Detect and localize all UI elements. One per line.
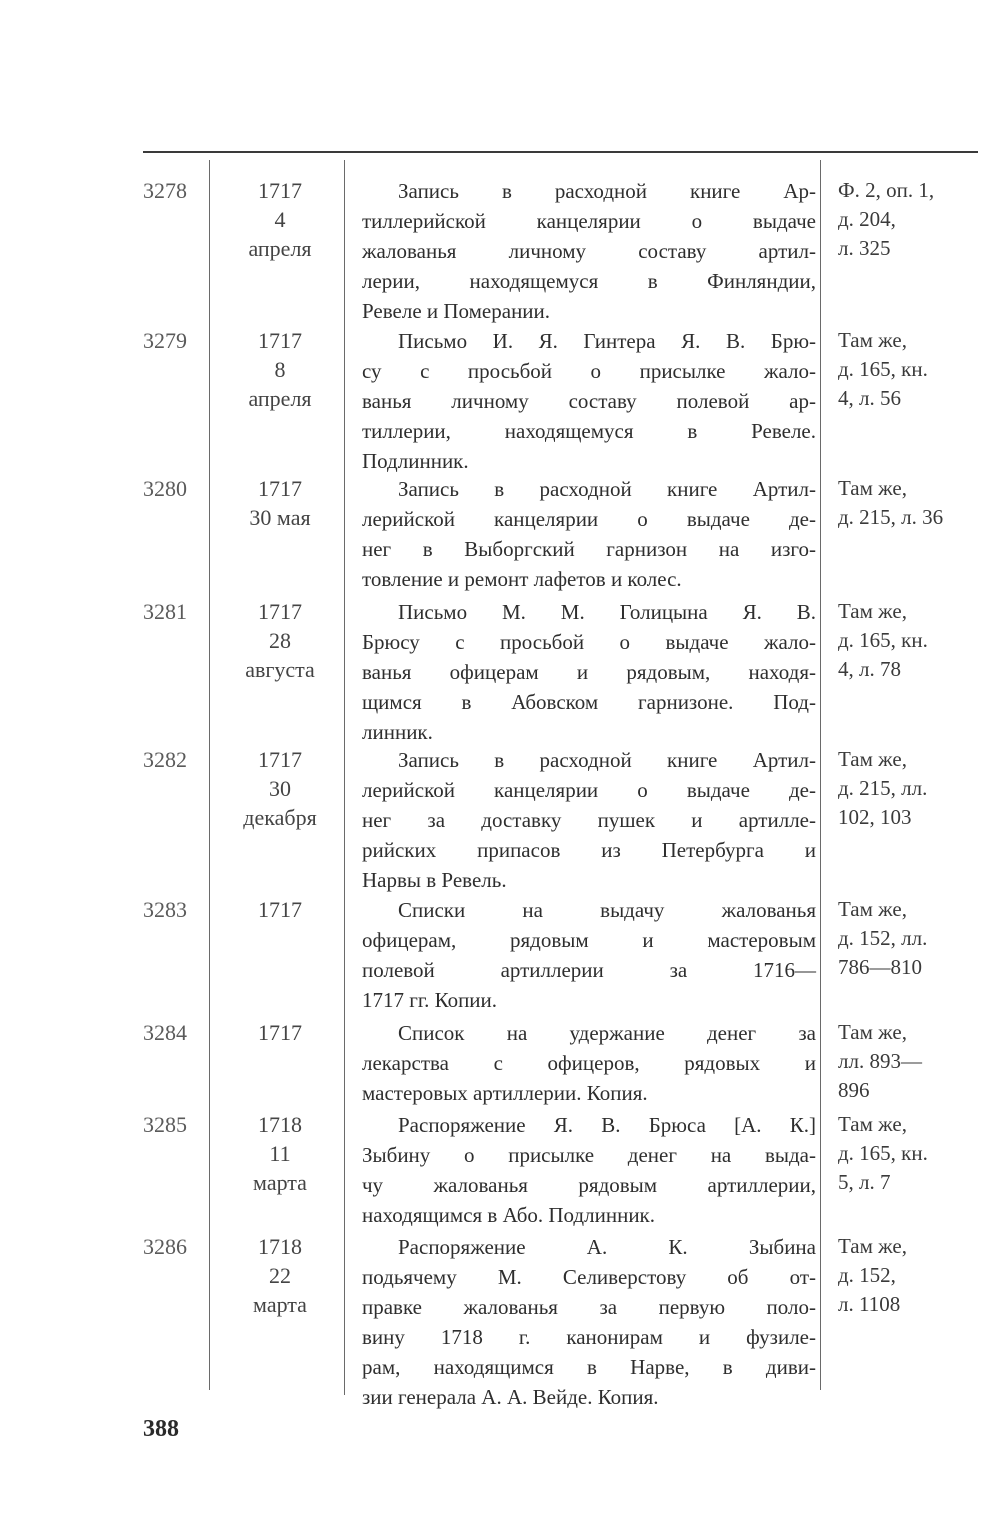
entry-description: [362, 326, 816, 476]
entry-description-line: су с просьбой о присылке жало-: [362, 359, 816, 383]
entry-date-line: 30: [269, 776, 291, 801]
entry-description-line: Брюсу с просьбой о выдаче жало-: [362, 630, 816, 654]
entry-date-line: 1717: [258, 897, 302, 922]
entry-description: [362, 1110, 816, 1230]
entry-reference-line: Там же,: [838, 1020, 907, 1044]
entry-reference-line: д. 165, кн.: [838, 628, 928, 652]
entry-date-line: 1717: [258, 476, 302, 501]
entry-reference-line: л. 1108: [838, 1292, 901, 1316]
entry-reference-line: 102, 103: [838, 805, 912, 829]
entry-date-line: апреля: [248, 236, 312, 261]
entry-number: 3284: [143, 1020, 187, 1045]
entry-archive-reference: [838, 326, 988, 413]
column-divider-number: [209, 160, 210, 1390]
entry-date-line: 1717: [258, 599, 302, 624]
entry-description-line: 1717 гг. Копии.: [362, 988, 498, 1012]
entry-date-line: 1718: [258, 1234, 302, 1259]
entry-number: 3285: [143, 1112, 187, 1137]
entry-reference-line: 5, л. 7: [838, 1170, 891, 1194]
entry-description-line: Список на удержание денег за: [398, 1021, 816, 1045]
column-divider-description: [820, 160, 821, 1390]
entry-reference-line: д. 152,: [838, 1263, 896, 1287]
entry-description: [362, 597, 816, 747]
entry-date-line: 1717: [258, 747, 302, 772]
entry-description: [362, 176, 816, 326]
entry-reference-line: 786—810: [838, 955, 922, 979]
entry-description-line: правке жалованья за первую поло-: [362, 1295, 816, 1319]
entry-description-line: тиллерийской канцелярии о выдаче: [362, 209, 816, 233]
entry-reference-line: Там же,: [838, 747, 907, 771]
entry-description-line: ванья личному составу полевой ар-: [362, 389, 816, 413]
entry-description-line: тиллерии, находящемуся в Ревеле.: [362, 419, 816, 443]
entry-reference-line: д. 204,: [838, 207, 896, 231]
entry-reference-line: Ф. 2, оп. 1,: [838, 178, 935, 202]
entry-description-line: Списки на выдачу жалованья: [398, 898, 816, 922]
entry-reference-line: Там же,: [838, 476, 907, 500]
entry-description-line: лекарства с офицеров, рядовых и: [362, 1051, 816, 1075]
table-top-rule: [143, 151, 978, 153]
entry-description-line: Зыбину о присылке денег на выда-: [362, 1143, 816, 1167]
entry-description-line: жалованья личному составу артил-: [362, 239, 816, 263]
entry-date: [215, 597, 345, 684]
entry-description-line: ванья офицерам и рядовым, находя-: [362, 660, 816, 684]
entry-date: [215, 474, 345, 532]
entry-date-line: марта: [253, 1170, 307, 1195]
entry-description-line: офицерам, рядовым и мастеровым: [362, 928, 816, 952]
entry-description-line: линник.: [362, 720, 433, 744]
entry-description-line: рам, находящимся в Нарве, в диви-: [362, 1355, 816, 1379]
entry-number: 3282: [143, 747, 187, 772]
entry-archive-reference: [838, 895, 988, 982]
entry-date: [215, 326, 345, 413]
entry-date: [215, 176, 345, 263]
entry-reference-line: Там же,: [838, 1234, 907, 1258]
entry-description: [362, 474, 816, 594]
entry-date-line: декабря: [243, 805, 317, 830]
entry-description: [362, 895, 816, 1015]
entry-date-line: 28: [269, 628, 291, 653]
entry-date-line: 11: [269, 1141, 291, 1166]
entry-description: [362, 1232, 816, 1412]
entry-reference-line: л. 325: [838, 236, 891, 260]
entry-reference-line: 4, л. 56: [838, 386, 901, 410]
entry-description-line: нег за доставку пушек и артилле-: [362, 808, 816, 832]
entry-reference-line: 896: [838, 1078, 870, 1102]
entry-description-line: Запись в расходной книге Ар-: [398, 179, 816, 203]
entry-date: [215, 745, 345, 832]
entry-reference-line: д. 165, кн.: [838, 1141, 928, 1165]
entry-date-line: апреля: [248, 386, 312, 411]
entry-description: [362, 745, 816, 895]
entry-description-line: вину 1718 г. канонирам и фузиле-: [362, 1325, 816, 1349]
entry-date: [215, 1110, 345, 1197]
entry-description-line: лерии, находящемуся в Финляндии,: [362, 269, 816, 293]
entry-date-line: 4: [274, 207, 286, 232]
entry-number: 3280: [143, 476, 187, 501]
entry-reference-line: Там же,: [838, 328, 907, 352]
entry-description-line: находящимся в Або. Подлинник.: [362, 1203, 656, 1227]
entry-date: [215, 895, 345, 924]
entry-reference-line: Там же,: [838, 599, 907, 623]
entry-number: 3281: [143, 599, 187, 624]
entry-description-line: нег в Выборгский гарнизон на изго-: [362, 537, 816, 561]
entry-description: [362, 1018, 816, 1108]
entry-date-line: 1717: [258, 328, 302, 353]
entry-description-line: подьячему М. Селиверстову об от-: [362, 1265, 816, 1289]
entry-reference-line: д. 215, лл.: [838, 776, 928, 800]
entry-date-line: 1718: [258, 1112, 302, 1137]
entry-archive-reference: [838, 474, 988, 532]
entry-archive-reference: [838, 597, 988, 684]
entry-description-line: рийских припасов из Петербурга и: [362, 838, 816, 862]
entry-date-line: 8: [274, 357, 286, 382]
entry-date-line: 1717: [258, 1020, 302, 1045]
entry-date-line: 1717: [258, 178, 302, 203]
entry-reference-line: Там же,: [838, 897, 907, 921]
entry-description-line: зии генерала А. А. Вейде. Копия.: [362, 1385, 659, 1409]
entry-date-line: 30 мая: [249, 505, 311, 530]
entry-description-line: товление и ремонт лафетов и колес.: [362, 567, 682, 591]
entry-reference-line: 4, л. 78: [838, 657, 901, 681]
entry-description-line: щимся в Абовском гарнизоне. Под-: [362, 690, 816, 714]
entry-number: 3286: [143, 1234, 187, 1259]
entry-archive-reference: [838, 1110, 988, 1197]
page-number: 388: [143, 1416, 179, 1442]
entry-description-line: Запись в расходной книге Артил-: [398, 477, 816, 501]
entry-number: 3278: [143, 178, 187, 203]
entry-description-line: полевой артиллерии за 1716—: [362, 958, 816, 982]
entry-reference-line: д. 215, л. 36: [838, 505, 944, 529]
entry-reference-line: д. 165, кн.: [838, 357, 928, 381]
entry-archive-reference: [838, 745, 988, 832]
entry-description-line: Нарвы в Ревель.: [362, 868, 507, 892]
entry-description-line: лерийской канцелярии о выдаче де-: [362, 507, 816, 531]
entry-description-line: Распоряжение Я. В. Брюса [А. К.]: [398, 1113, 816, 1137]
entry-date-line: августа: [245, 657, 315, 682]
entry-number: 3283: [143, 897, 187, 922]
entry-description-line: Письмо И. Я. Гинтера Я. В. Брю-: [398, 329, 816, 353]
entry-description-line: мастеровых артиллерии. Копия.: [362, 1081, 648, 1105]
entry-date-line: марта: [253, 1292, 307, 1317]
entry-date-line: 22: [269, 1263, 291, 1288]
entry-description-line: Запись в расходной книге Артил-: [398, 748, 816, 772]
entry-archive-reference: [838, 1018, 988, 1105]
entry-description-line: Распоряжение А. К. Зыбина: [398, 1235, 816, 1259]
entry-archive-reference: [838, 1232, 988, 1319]
entry-reference-line: лл. 893—: [838, 1049, 922, 1073]
entry-description-line: Ревеле и Померании.: [362, 299, 551, 323]
entry-archive-reference: [838, 176, 988, 263]
entry-date: [215, 1018, 345, 1047]
entry-description-line: Письмо М. М. Голицына Я. В.: [398, 600, 816, 624]
entry-description-line: лерийской канцелярии о выдаче де-: [362, 778, 816, 802]
entry-reference-line: Там же,: [838, 1112, 907, 1136]
entry-reference-line: д. 152, лл.: [838, 926, 928, 950]
entry-description-line: Подлинник.: [362, 449, 469, 473]
entry-description-line: чу жалованья рядовым артиллерии,: [362, 1173, 816, 1197]
entry-number: 3279: [143, 328, 187, 353]
entry-date: [215, 1232, 345, 1319]
